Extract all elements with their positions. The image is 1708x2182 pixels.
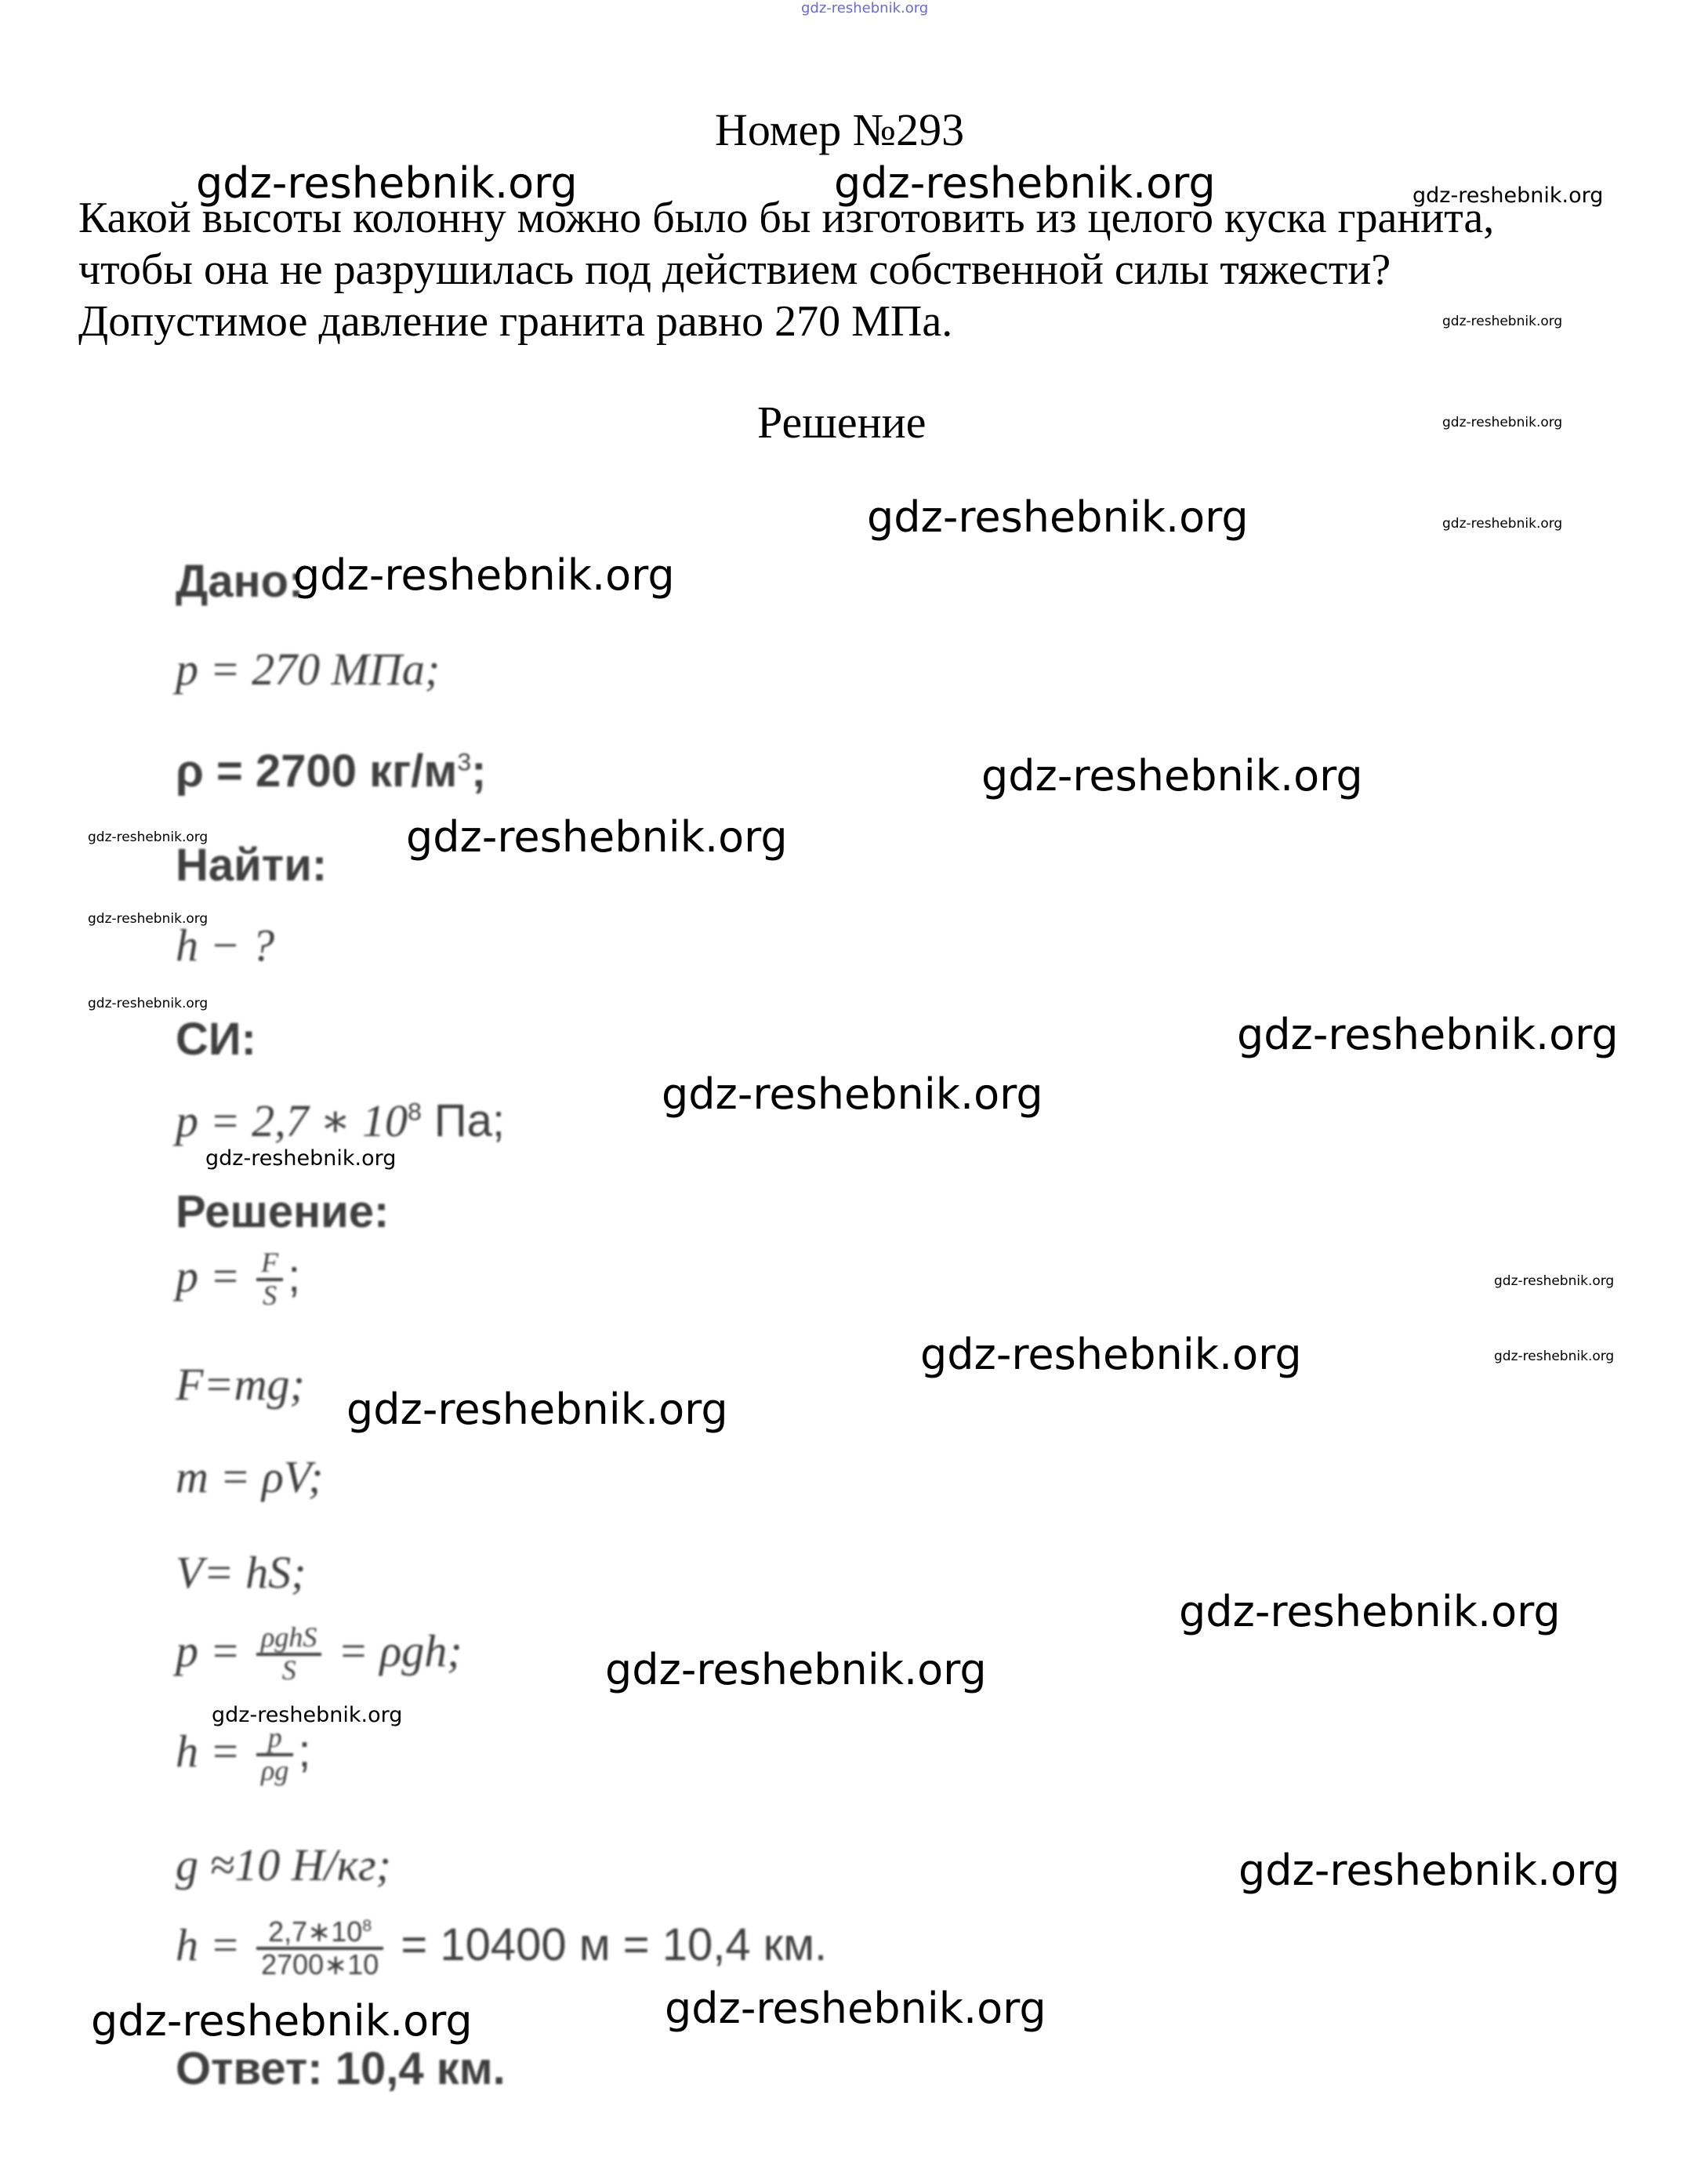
given-label: Дано: [176, 556, 304, 607]
watermark: gdz-reshebnik.org [1442, 516, 1563, 532]
formula-force: F=mg; [176, 1359, 305, 1410]
watermark: gdz-reshebnik.org [867, 492, 1249, 542]
watermark: gdz-reshebnik.org [406, 812, 788, 862]
si-pressure: p = 2,7 ∗ $10^8$ Па; [176, 1095, 505, 1146]
watermark: gdz-reshebnik.org [1237, 1010, 1619, 1059]
si-label: СИ: [176, 1014, 256, 1065]
answer: Ответ: 10,4 км. [176, 2043, 506, 2094]
watermark: gdz-reshebnik.org [88, 996, 209, 1011]
watermark: gdz-reshebnik.org [920, 1330, 1302, 1379]
problem-line: чтобы она не разрушилась под действием собственной силы тяжести? [78, 245, 1391, 294]
watermark: gdz-reshebnik.org [1412, 183, 1604, 208]
watermark: gdz-reshebnik.org [88, 911, 209, 927]
watermark: gdz-reshebnik.org [801, 0, 929, 16]
watermark: gdz-reshebnik.org [212, 1703, 403, 1727]
find-height: h − ? [176, 920, 275, 971]
formula-result: h = $\frac{2,7∗10^8}{2700∗10}$ = 10400 м = 10,4 км. [176, 1915, 828, 1981]
watermark: gdz-reshebnik.org [91, 1996, 473, 2046]
watermark: gdz-reshebnik.org [1238, 1846, 1620, 1895]
formula-pressure: p = $\frac{F}{S}$ ; [176, 1247, 301, 1311]
watermark: gdz-reshebnik.org [665, 1984, 1046, 2033]
watermark: gdz-reshebnik.org [88, 830, 209, 845]
watermark: gdz-reshebnik.org [1442, 314, 1563, 329]
problem-line: Допустимое давление гранита равно 270 МПа. [78, 297, 953, 346]
watermark: gdz-reshebnik.org [346, 1385, 728, 1434]
formula-volume: V= hS; [176, 1547, 306, 1598]
watermark: gdz-reshebnik.org [293, 550, 675, 600]
solution-heading: Решение [757, 397, 927, 448]
problem-line: Какой высоты колонну можно было бы изготовить из целого куска гранита, [78, 194, 1495, 242]
watermark: gdz-reshebnik.org [1179, 1587, 1561, 1636]
formula-mass: m = ρV; [176, 1451, 324, 1502]
watermark: gdz-reshebnik.org [205, 1146, 397, 1171]
page-title: Номер №293 [715, 104, 965, 155]
watermark: gdz-reshebnik.org [1494, 1273, 1615, 1289]
formula-pressure-derived: p = $\frac{\text{ρghS}}{S}$ = ρgh; [176, 1621, 462, 1686]
watermark: gdz-reshebnik.org [605, 1645, 987, 1694]
watermark: gdz-reshebnik.org [981, 751, 1363, 801]
formula-height: h = $\frac{p}{\rho g}$ ; [176, 1722, 311, 1786]
watermark: gdz-reshebnik.org [834, 158, 1216, 208]
solution-label: Решение: [176, 1186, 390, 1237]
watermark: gdz-reshebnik.org [662, 1069, 1043, 1119]
watermark: gdz-reshebnik.org [196, 158, 578, 208]
formula-gravity: g ≈10 Н/кг; [176, 1839, 391, 1890]
watermark: gdz-reshebnik.org [1442, 415, 1563, 430]
given-pressure: p = 270 МПа; [176, 644, 441, 695]
watermark: gdz-reshebnik.org [1494, 1349, 1615, 1364]
given-density: ρ = 2700 $кг/м^3$; [176, 746, 487, 797]
find-label: Найти: [176, 840, 328, 891]
